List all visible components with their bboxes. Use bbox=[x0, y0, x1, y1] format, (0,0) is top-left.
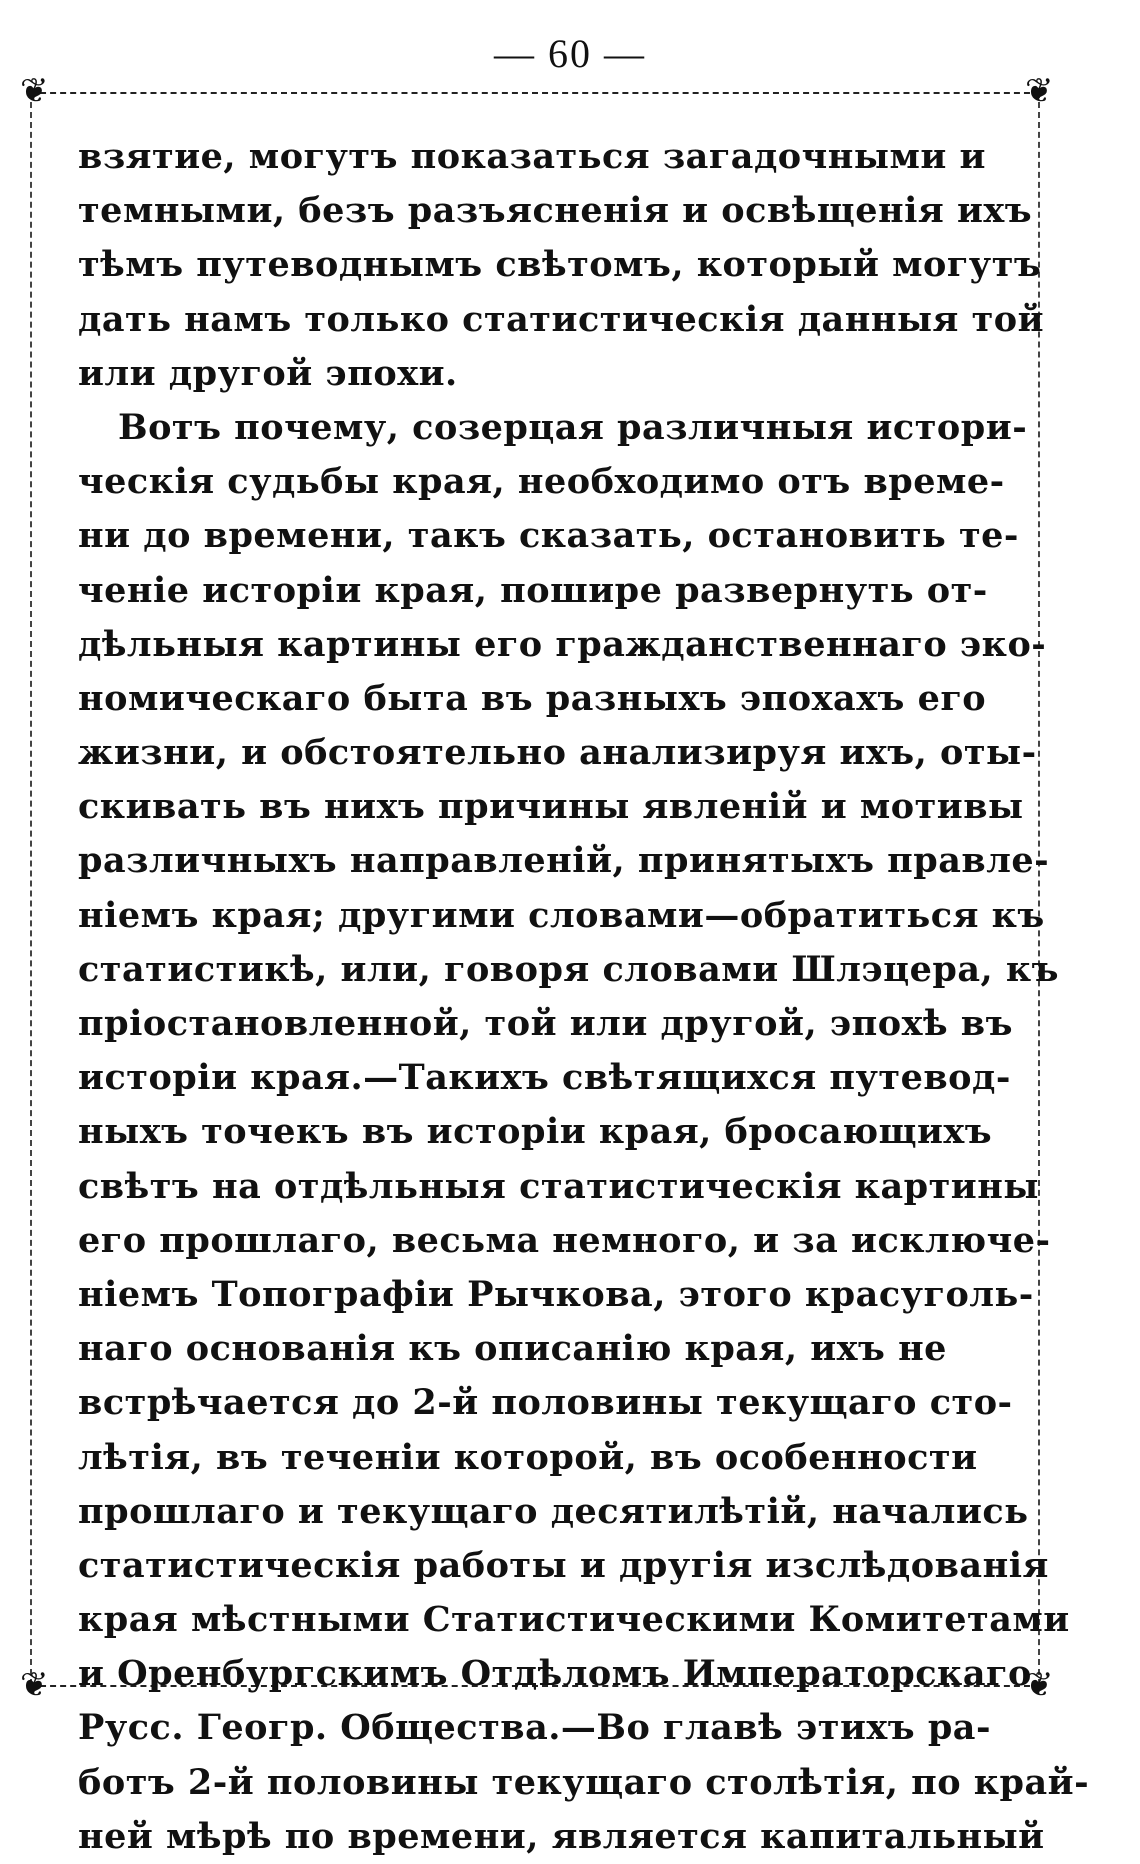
text-line: прошлаго и текущаго десятилѣтій, начались bbox=[78, 1490, 1029, 1532]
text-line: ботъ 2-й половины текущаго столѣтія, по край- bbox=[78, 1761, 1090, 1803]
text-line: края мѣстными Статистическими Комитетами bbox=[78, 1599, 1070, 1641]
corner-ornament-icon: ❦ bbox=[1025, 1665, 1054, 1705]
corner-ornament-icon: ❦ bbox=[20, 1665, 49, 1705]
text-line: жизни, и обстоятельно анализируя ихъ, оты- bbox=[78, 732, 1037, 774]
text-line: скивать въ нихъ причины явленій и мотивы bbox=[78, 786, 1024, 828]
text-line: свѣтъ на отдѣльныя статистическія картины bbox=[78, 1165, 1039, 1207]
text-line: тѣмъ путеводнымъ свѣтомъ, который могутъ bbox=[78, 244, 1042, 286]
text-line: статистическія работы и другія изслѣдованія bbox=[78, 1544, 1049, 1586]
text-line: лѣтія, въ теченіи которой, въ особенности bbox=[78, 1436, 978, 1478]
text-line: ней мѣрѣ по времени, является капитальный bbox=[78, 1815, 1045, 1857]
page-number: — 60 — bbox=[494, 31, 646, 76]
text-line: дать намъ только статистическія данныя той bbox=[78, 298, 1045, 340]
text-line: номическаго быта въ разныхъ эпохахъ его bbox=[78, 677, 987, 719]
text-line: наго основанія къ описанію края, ихъ не bbox=[78, 1328, 947, 1370]
text-line: или другой эпохи. bbox=[78, 352, 458, 394]
text-line: различныхъ направленій, принятыхъ правле- bbox=[78, 840, 1050, 882]
text-line: темными, безъ разъясненія и освѣщенія ихъ bbox=[78, 190, 1033, 232]
text-line: его прошлаго, весьма немного, и за исключе- bbox=[78, 1219, 1051, 1261]
text-line: ческія судьбы края, необходимо отъ време- bbox=[78, 461, 1005, 503]
body-text bbox=[78, 130, 1090, 1864]
text-line: ныхъ точекъ въ исторіи края, бросающихъ bbox=[78, 1111, 993, 1153]
text-line: ніемъ края; другими словами—обратиться къ bbox=[78, 894, 1045, 936]
frame-left-border bbox=[30, 92, 32, 1685]
text-line: Вотъ почему, созерцая различныя истори- bbox=[118, 406, 1028, 448]
corner-ornament-icon: ❦ bbox=[20, 71, 49, 111]
text-line: ченіе исторіи края, пошире развернуть от- bbox=[78, 569, 988, 611]
text-line: дѣльныя картины его гражданственнаго эко- bbox=[78, 623, 1047, 665]
text-line: ни до времени, такъ сказать, остановить те- bbox=[78, 515, 1019, 557]
text-line: статистикѣ, или, говоря словами Шлэцера, къ bbox=[78, 948, 1059, 990]
text-line: ніемъ Топографіи Рычкова, этого красуголь- bbox=[78, 1273, 1034, 1315]
text-line: исторіи края.—Такихъ свѣтящихся путевод- bbox=[78, 1057, 1011, 1099]
frame-top-border bbox=[30, 92, 1040, 94]
text-line: взятие, могутъ показаться загадочными и bbox=[78, 136, 986, 177]
text-line: встрѣчается до 2-й половины текущаго сто- bbox=[78, 1382, 1013, 1424]
text-line: Русс. Геогр. Общества.—Во главѣ этихъ ра- bbox=[78, 1707, 991, 1749]
corner-ornament-icon: ❦ bbox=[1025, 71, 1054, 111]
text-line: и Оренбургскимъ Отдѣломъ Императорскаго bbox=[78, 1653, 1032, 1695]
text-line: пріостановленной, той или другой, эпохѣ въ bbox=[78, 1003, 1013, 1044]
